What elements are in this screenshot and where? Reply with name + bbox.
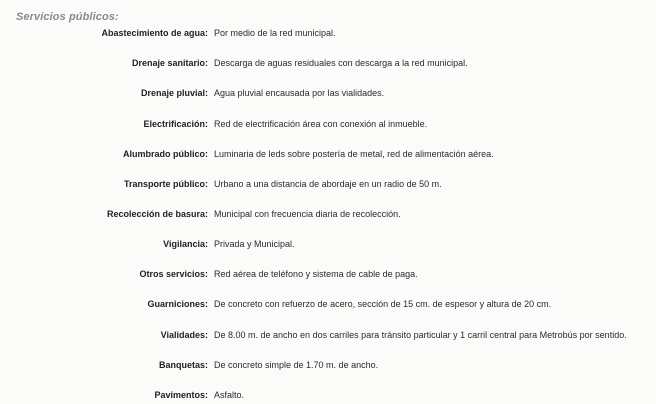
list-item xyxy=(0,146,656,162)
item-value: Red de electrificación área con conexión al inmueble. xyxy=(214,119,428,129)
item-value: De concreto simple de 1.70 m. de ancho. xyxy=(214,360,379,370)
item-label: Recolección de basura: xyxy=(106,209,208,219)
list-item xyxy=(0,387,656,403)
item-value: Asfalto. xyxy=(214,390,245,400)
item-label: Abastecimiento de agua: xyxy=(101,28,208,38)
list-item xyxy=(0,176,656,192)
section-title: Servicios públicos: xyxy=(16,11,119,23)
item-label: Otros servicios: xyxy=(139,269,208,279)
item-value: De concreto con refuerzo de acero, sección de 15 cm. de espesor y altura de 20 cm. xyxy=(214,299,552,309)
list-item xyxy=(0,236,656,252)
list-item xyxy=(0,266,656,282)
item-label: Banquetas: xyxy=(158,360,208,370)
item-label: Alumbrado público: xyxy=(123,149,208,159)
item-value: Descarga de aguas residuales con descarga a la red municipal. xyxy=(214,58,468,68)
item-label: Vigilancia: xyxy=(163,239,208,249)
item-label: Pavimentos: xyxy=(154,390,208,400)
list-item xyxy=(0,206,656,222)
item-value: Urbano a una distancia de abordaje en un radio de 50 m. xyxy=(214,179,442,189)
item-value: Red aérea de teléfono y sistema de cable de paga. xyxy=(214,269,418,279)
item-value: Agua pluvial encausada por las vialidades. xyxy=(214,88,385,98)
item-value: Municipal con frecuencia diaria de recolección. xyxy=(214,209,401,219)
list-item xyxy=(0,327,656,343)
item-label: Drenaje pluvial: xyxy=(140,88,208,98)
list-item xyxy=(0,296,656,312)
item-label: Transporte público: xyxy=(123,179,208,189)
item-value: Privada y Municipal. xyxy=(214,239,295,249)
list-item xyxy=(0,55,656,71)
item-label: Electrificación: xyxy=(143,119,208,129)
list-item xyxy=(0,116,656,132)
list-item xyxy=(0,357,656,373)
item-value: De 8.00 m. de ancho en dos carriles para tránsito particular y 1 carril central para Metrobús por sentido. xyxy=(214,330,627,340)
list-item xyxy=(0,85,656,101)
item-label: Guarniciones: xyxy=(147,299,208,309)
item-value: Por medio de la red municipal. xyxy=(214,28,336,38)
item-label: Vialidades: xyxy=(160,330,208,340)
list-item xyxy=(0,25,656,41)
item-value: Luminaria de leds sobre postería de metal, red de alimentación aérea. xyxy=(214,149,494,159)
item-label: Drenaje sanitario: xyxy=(131,58,208,68)
